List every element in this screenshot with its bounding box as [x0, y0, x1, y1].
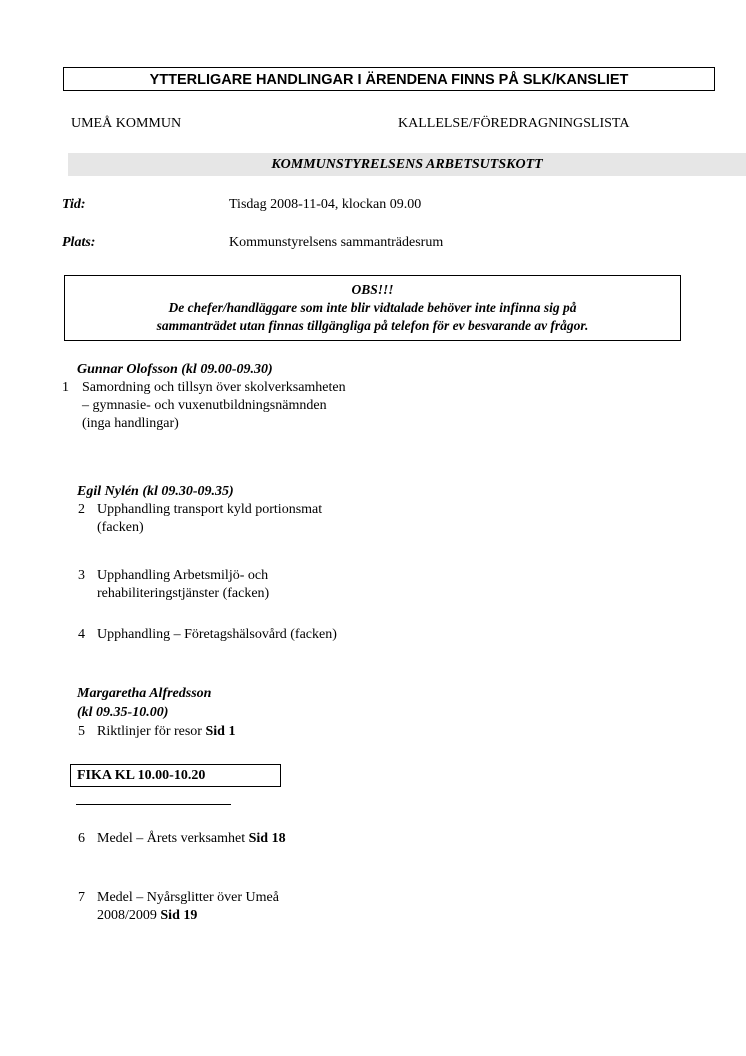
municipality-name: UMEÅ KOMMUN [71, 116, 182, 131]
item-text: Riktlinjer för resor [97, 724, 206, 739]
item-text: Medel – Nyårsglitter över Umeå 2008/2009 [97, 890, 279, 923]
obs-title: OBS!!! [351, 282, 394, 297]
item-number: 2 [78, 502, 85, 517]
presenter-heading: Margaretha Alfredsson [77, 686, 212, 701]
committee-title: KOMMUNSTYRELSENS ARBETSUTSKOTT [68, 153, 746, 176]
agenda-item [60, 501, 350, 537]
agenda-item [60, 379, 350, 433]
item-number: 3 [78, 568, 85, 583]
presenter-heading: Gunnar Olofsson (kl 09.00-09.30) [77, 362, 273, 377]
item-text: Samordning och tillsyn över skolverksamheten – gymnasie- och vuxenutbildningsnämnden (inga handlingar) [82, 380, 346, 431]
item-number: 1 [62, 380, 69, 395]
place-value: Kommunstyrelsens sammanträdesrum [229, 235, 444, 250]
document-type: KALLELSE/FÖREDRAGNINGSLISTA [398, 116, 630, 131]
presenter-heading: Egil Nylén (kl 09.30-09.35) [77, 484, 234, 499]
agenda-item [60, 723, 350, 741]
place-label: Plats: [62, 235, 96, 250]
coffee-break-box: FIKA KL 10.00-10.20 [70, 764, 281, 787]
notice-banner: YTTERLIGARE HANDLINGAR I ÄRENDENA FINNS PÅ SLK/KANSLIET [63, 67, 715, 91]
item-number: 6 [78, 831, 85, 846]
item-text: Upphandling transport kyld portionsmat (facken) [97, 502, 323, 535]
obs-notice-box [64, 275, 681, 341]
time-value: Tisdag 2008-11-04, klockan 09.00 [229, 197, 422, 212]
page-reference: Sid 19 [160, 908, 198, 923]
agenda-item [60, 567, 350, 603]
divider-line [76, 804, 231, 805]
time-label: Tid: [62, 197, 86, 212]
item-text: Upphandling Arbetsmiljö- och rehabiliteringstjänster (facken) [97, 568, 270, 601]
agenda-item [60, 889, 350, 925]
item-number: 5 [78, 724, 85, 739]
item-number: 7 [78, 890, 85, 905]
obs-line-2: sammanträdet utan finnas tillgängliga på telefon för ev besvarande av frågor. [156, 318, 589, 333]
item-text: Medel – Årets verksamhet [97, 831, 249, 846]
page-reference: Sid 18 [248, 831, 286, 846]
agenda-item [60, 830, 350, 848]
agenda-item [60, 626, 350, 644]
obs-line-1: De chefer/handläggare som inte blir vidtalade behöver inte infinna sig på [168, 300, 577, 315]
item-text: Upphandling – Företagshälsovård (facken) [97, 627, 337, 642]
page-reference: Sid 1 [205, 724, 236, 739]
presenter-time: (kl 09.35-10.00) [77, 705, 169, 720]
item-number: 4 [78, 627, 85, 642]
